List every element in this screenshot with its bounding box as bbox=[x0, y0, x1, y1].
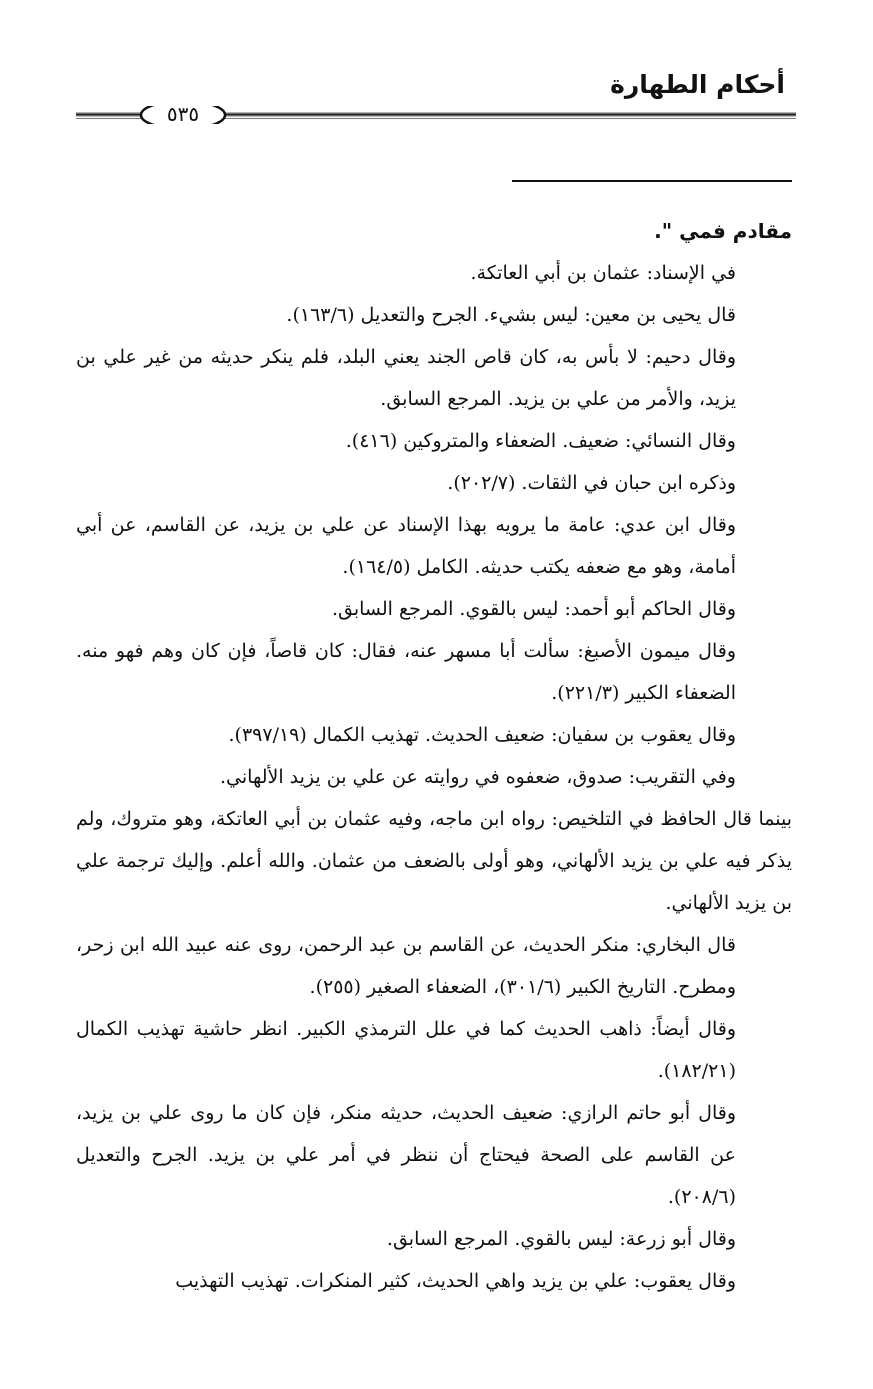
footnote-paragraph: وقال أبو زرعة: ليس بالقوي. المرجع السابق. bbox=[386, 1228, 736, 1250]
footnote-paragraph: وقال دحيم: لا بأس به، كان قاص الجند يعني البلد، فلم ينكر حديثه من غير علي بن يزيد، والأمر من علي بن يزيد. المرجع السابق. bbox=[76, 346, 736, 410]
footnote-paragraph: وقال أبو حاتم الرازي: ضعيف الحديث، حديثه منكر، فإن كان ما روى علي بن يزيد، عن القاسم على الصحة فيحتاج أن ننظر في أمر علي بن يزيد. الجرح والتعديل (٢٠٨/٦). bbox=[76, 1102, 736, 1208]
footnote-paragraph: مقادم فمي ". bbox=[654, 219, 792, 243]
footnote-paragraph: وقال ميمون الأصبغ: سألت أبا مسهر عنه، فقال: كان قاصاً، فإن كان وهم فهو منه. الضعفاء الكبير (٢٢١/٣). bbox=[76, 640, 736, 704]
footnote-paragraph: وفي التقريب: صدوق، ضعفوه في روايته عن علي بن يزيد الألهاني. bbox=[220, 766, 736, 788]
footnote-body bbox=[76, 210, 792, 1302]
footnote-paragraph: بينما قال الحافظ في التلخيص: رواه ابن ماجه، وفيه عثمان بن أبي العاتكة، وهو متروك، ولم يذكر فيه علي بن يزيد الألهاني، وهو أولى بالضعف من عثمان. والله أعلم. وإليك ترجمة علي بن يزيد الألهاني. bbox=[76, 808, 792, 914]
footnote-paragraph: وقال يعقوب بن سفيان: ضعيف الحديث. تهذيب الكمال (٣٩٧/١٩). bbox=[228, 724, 736, 746]
footnote-paragraph: قال يحيى بن معين: ليس بشيء. الجرح والتعديل (١٦٣/٦). bbox=[286, 304, 736, 326]
footnote-paragraph: وقال ابن عدي: عامة ما يرويه بهذا الإسناد عن علي بن يزيد، عن القاسم، عن أبي أمامة، وهو مع ضعفه يكتب حديثه. الكامل (١٦٤/٥). bbox=[76, 514, 736, 578]
running-header-title: أحكام الطهارة bbox=[610, 70, 785, 99]
footnote-paragraph: وقال النسائي: ضعيف. الضعفاء والمتروكين (٤١٦). bbox=[345, 430, 736, 452]
footnote-paragraph: وقال الحاكم أبو أحمد: ليس بالقوي. المرجع السابق. bbox=[331, 598, 736, 620]
footnote-paragraph: وقال يعقوب: علي بن يزيد واهي الحديث، كثير المنكرات. تهذيب التهذيب bbox=[175, 1270, 736, 1292]
footnote-paragraph: في الإسناد: عثمان بن أبي العاتكة. bbox=[470, 262, 736, 284]
page-number: ٥٣٥ bbox=[166, 102, 200, 126]
footnote-separator bbox=[512, 180, 792, 182]
footnote-paragraph: قال البخاري: منكر الحديث، عن القاسم بن عبد الرحمن، روى عنه عبيد الله ابن زحر، ومطرح. التاريخ الكبير (٣٠١/٦)، الضعفاء الصغير (٢٥٥). bbox=[76, 934, 736, 998]
footnote-paragraph: وقال أيضاً: ذاهب الحديث كما في علل الترمذي الكبير. انظر حاشية تهذيب الكمال (١٨٢/٢١). bbox=[76, 1018, 736, 1082]
footnote-paragraph: وذكره ابن حبان في الثقات. (٢٠٢/٧). bbox=[447, 472, 736, 494]
